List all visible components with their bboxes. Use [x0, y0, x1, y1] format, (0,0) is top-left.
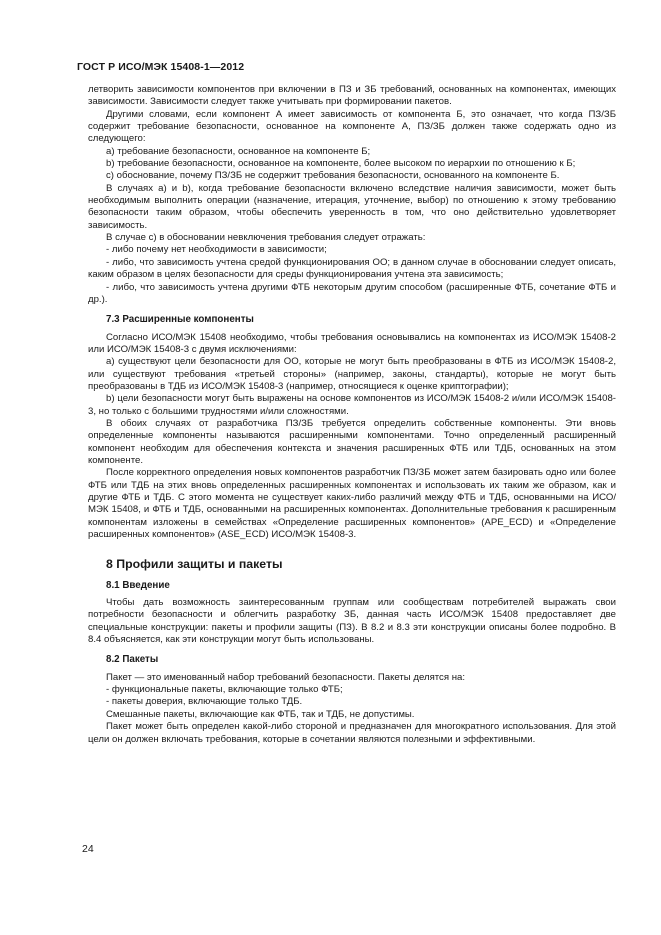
paragraph: В обоих случаях от разработчика ПЗ/ЗБ требуется определить собственные компоненты. Эти вновь определенные компоненты называются расширенными компонентами. Точно определенный расширенный компонент необходим для обеспечения контекста и значения расширенных ФТБ или ТДБ, основанных на этом компоненте. [88, 417, 616, 466]
paragraph: Другими словами, если компонент А имеет зависимость от компонента Б, это означает, что когда ПЗ/ЗБ содержит требование безопасности, основанное на компоненте А, ПЗ/ЗБ должен также содержать одно из следующего: [88, 108, 616, 145]
list-item: - функциональные пакеты, включающие только ФТБ; [106, 684, 343, 696]
paragraph: Пакет — это именованный набор требований безопасности. Пакеты делятся на: [106, 671, 466, 683]
page-body [88, 84, 616, 746]
list-item: b) требование безопасности, основанное на компоненте, более высоком по иерархии по отношению к Б; [106, 158, 576, 170]
list-item: b) цели безопасности могут быть выражены на основе компонентов из ИСО/МЭК 15408-2 и/или ИСО/МЭК 15408-3, но только с большими трудностями и/или сложностями. [88, 393, 616, 417]
page-number: 24 [82, 843, 94, 855]
paragraph: Чтобы дать возможность заинтересованным группам или сообществам потребителей выражать свои потребности безопасности и облегчить разработку ЗБ, данная часть ИСО/МЭК 15408 предоставляет две специальные конструкции: пакеты и профили защиты (ПЗ). В 8.2 и 8.3 эти конструкции описаны более подробно. В 8.4 объясняется, как эти конструкции могут быть использованы. [88, 597, 616, 646]
paragraph: После корректного определения новых компонентов разработчик ПЗ/ЗБ может затем базировать одно или более ФТБ или ТДБ на этих вновь определенных расширенных компонентах и использовать их таким же образом, как и другие ФТБ и ТДБ. С этого момента не существует каких-либо различий между ФТБ и ТДБ, основанными на ИСО/МЭК 15408, и ФТБ и ТДБ, основанными на расширенных компонентах. Дополнительные требования к расширенным компонентам изложены в семействах «Определение расширенных компонентов» (APE_ECD) и «Определение расширенных компонентов» (ASE_ECD) ИСО/МЭК 15408-3. [88, 467, 616, 541]
list-item: a) требование безопасности, основанное на компоненте Б; [106, 145, 371, 157]
paragraph: Согласно ИСО/МЭК 15408 необходимо, чтобы требования основывались на компонентах из ИСО/МЭК 15408-2 или ИСО/МЭК 15408-3 с двумя исключениями: [88, 331, 616, 355]
list-item: - либо, что зависимость учтена средой функционирования ОО; в данном случае в обосновании следует описать, каким образом в целях безопасности для среды функционирования учтена эта зависимость; [88, 256, 616, 281]
running-header: ГОСТ Р ИСО/МЭК 15408-1—2012 [77, 61, 245, 73]
paragraph: В случае c) в обосновании невключения требования следует отражать: [106, 232, 426, 244]
paragraph: Смешанные пакеты, включающие как ФТБ, так и ТДБ, не допустимы. [106, 708, 415, 720]
list-item: - пакеты доверия, включающие только ТДБ. [106, 696, 303, 708]
paragraph: В случаях a) и b), когда требование безопасности включено вследствие наличия зависимости, может быть необходимым выполнить операции (назначение, итерация, уточнение, выбор) по отношению к этому требованию безопасности таким образом, чтобы обеспечить уверенность в том, что оно действительно удовлетворяет зависимость. [88, 182, 616, 231]
section-heading-8: 8 Профили защиты и пакеты [106, 557, 283, 572]
list-item: a) существуют цели безопасности для ОО, которые не могут быть преобразованы в ФТБ из ИСО/МЭК 15408-2, или существуют требования «третьей стороны» (например, законы, стандарты), которые не могут быть преобразованы в ТДБ из ИСО/МЭК 15408-3 (например, относящиеся к оценке криптографии); [88, 356, 616, 392]
list-item: - либо, что зависимость учтена другими ФТБ некоторым другим способом (расширенные ФТБ, сочетание ФТБ и др.). [88, 281, 616, 305]
paragraph: Пакет может быть определен какой-либо стороной и предназначен для многократного использования. Для этой цели он должен включать требования, которые в сочетании являются полезными и эффективными. [88, 721, 616, 745]
list-item: c) обоснование, почему ПЗ/ЗБ не содержит требования безопасности, основанного на компоненте Б. [106, 170, 560, 182]
list-item: - либо почему нет необходимости в зависимости; [106, 244, 327, 256]
section-heading-8-1: 8.1 Введение [106, 579, 170, 591]
section-heading-8-2: 8.2 Пакеты [106, 654, 159, 666]
paragraph: летворить зависимости компонентов при включении в ПЗ и ЗБ требований, основанных на компонентах, имеющих зависимости. Зависимости следует также учитывать при формировании пакетов. [88, 84, 616, 108]
section-heading-7-3: 7.3 Расширенные компоненты [106, 314, 254, 326]
